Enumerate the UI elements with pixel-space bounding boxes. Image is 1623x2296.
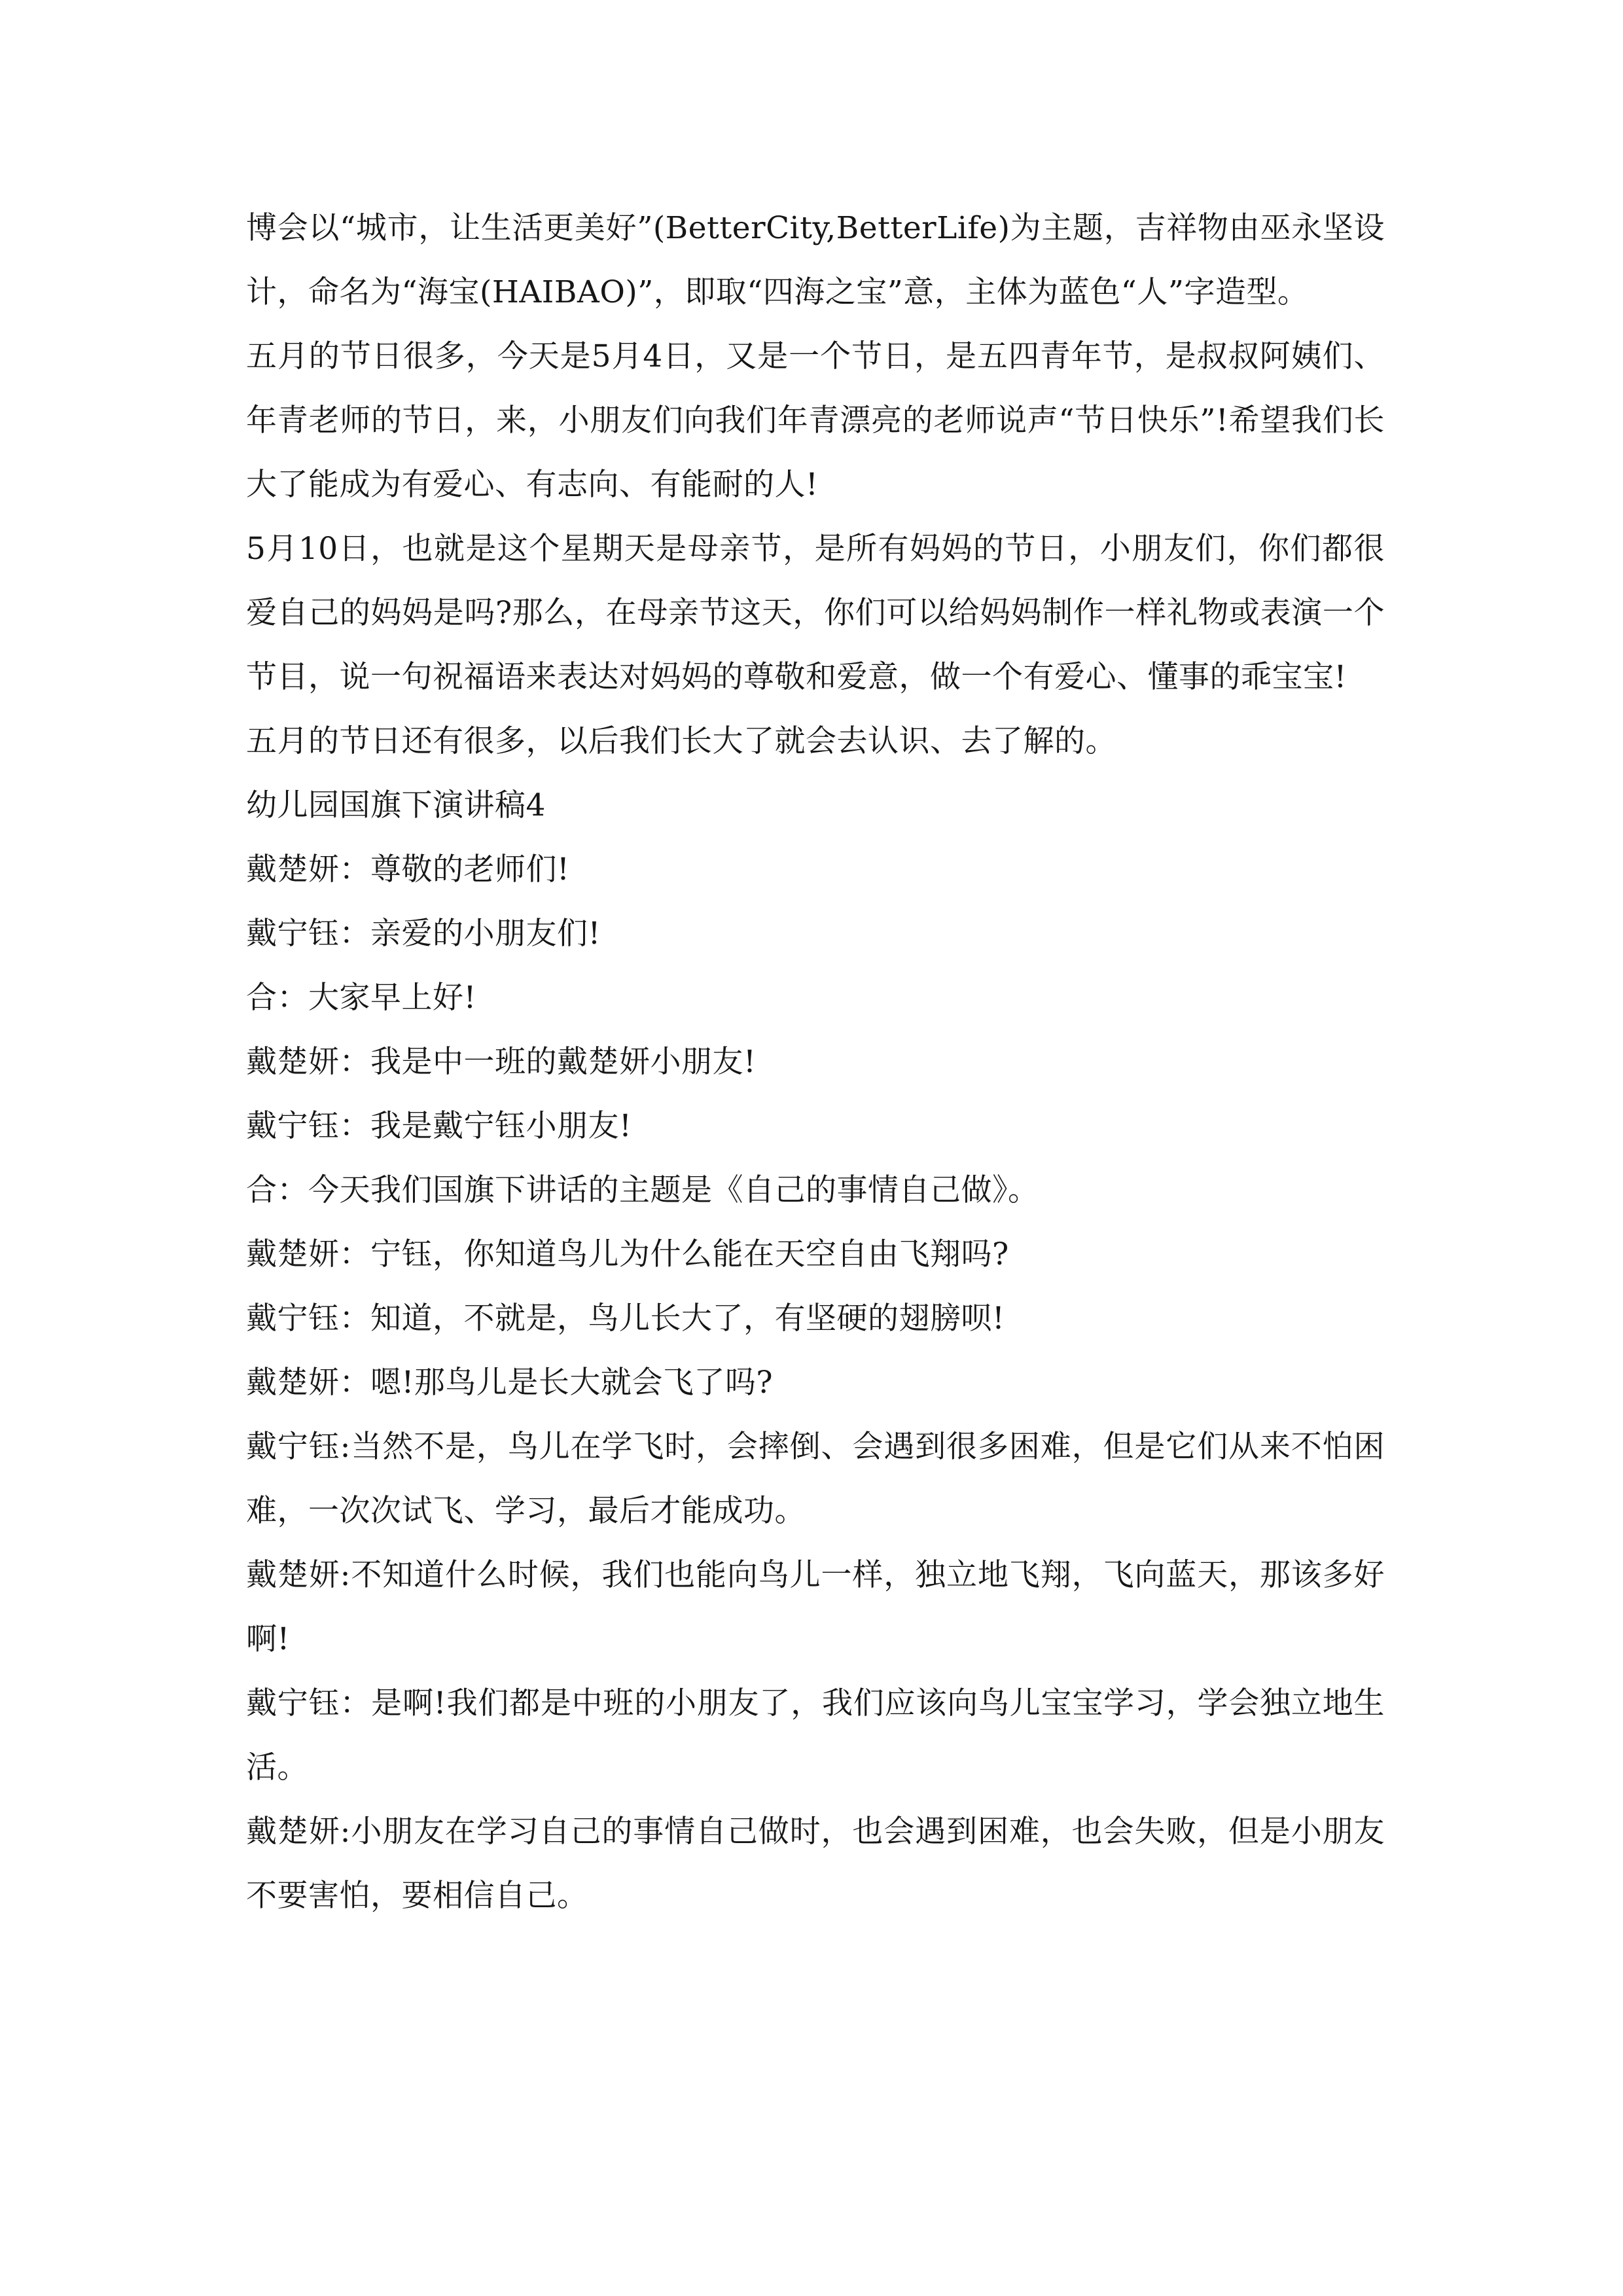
dialogue-line: 戴楚妍：尊敬的老师们!	[246, 852, 570, 888]
dialogue-line: 戴宁钰：我是戴宁钰小朋友!	[246, 1108, 632, 1144]
dialogue-line: 戴宁钰：亲爱的小朋友们!	[246, 916, 601, 952]
dialogue-line: 戴楚妍：宁钰，你知道鸟儿为什么能在天空自由飞翔吗?	[246, 1236, 1009, 1272]
document-body	[246, 196, 1385, 1928]
dialogue-line: 戴楚妍：嗯!那鸟儿是长大就会飞了吗?	[246, 1365, 774, 1401]
dialogue-line: 戴楚妍:小朋友在学习自己的事情自己做时，也会遇到困难，也会失败，但是小朋友不要害怕，要相信自己。	[246, 1814, 1385, 1914]
dialogue-line: 戴宁钰：知道，不就是，鸟儿长大了，有坚硬的翅膀呗!	[246, 1300, 1005, 1336]
dialogue-line: 合：大家早上好!	[246, 980, 476, 1016]
dialogue-line: 戴宁钰:当然不是，鸟儿在学飞时，会摔倒、会遇到很多困难，但是它们从来不怕困难，一次次试飞、学习，最后才能成功。	[246, 1429, 1385, 1529]
dialogue-line: 戴楚妍:不知道什么时候，我们也能向鸟儿一样，独立地飞翔，飞向蓝天，那该多好啊!	[246, 1557, 1385, 1657]
paragraph-expo-intro: 博会以“城市，让生活更美好”(BetterCity,BetterLife)为主题，吉祥物由巫永坚设计，命名为“海宝(HAIBAO)”，即取“四海之宝”意，主体为蓝色“人”字造型。	[246, 210, 1385, 310]
section-heading: 幼儿园国旗下演讲稿4	[246, 787, 546, 823]
paragraph-may-holidays: 五月的节日还有很多，以后我们长大了就会去认识、去了解的。	[246, 723, 1116, 759]
paragraph-youth-day: 五月的节日很多，今天是5月4日，又是一个节日，是五四青年节，是叔叔阿姨们、年青老师的节日，来，小朋友们向我们年青漂亮的老师说声“节日快乐”!希望我们长大了能成为有爱心、有志向、有能耐的人!	[246, 338, 1385, 503]
dialogue-line: 戴宁钰：是啊!我们都是中班的小朋友了，我们应该向鸟儿宝宝学习，学会独立地生活。	[246, 1685, 1385, 1785]
paragraph-mothers-day: 5月10日，也就是这个星期天是母亲节，是所有妈妈的节日，小朋友们，你们都很爱自己的妈妈是吗?那么，在母亲节这天，你们可以给妈妈制作一样礼物或表演一个节目，说一句祝福语来表达对妈妈的尊敬和爱意，做一个有爱心、懂事的乖宝宝!	[246, 531, 1385, 695]
dialogue-line: 合：今天我们国旗下讲话的主题是《自己的事情自己做》。	[246, 1172, 1039, 1208]
dialogue-line: 戴楚妍：我是中一班的戴楚妍小朋友!	[246, 1044, 757, 1080]
